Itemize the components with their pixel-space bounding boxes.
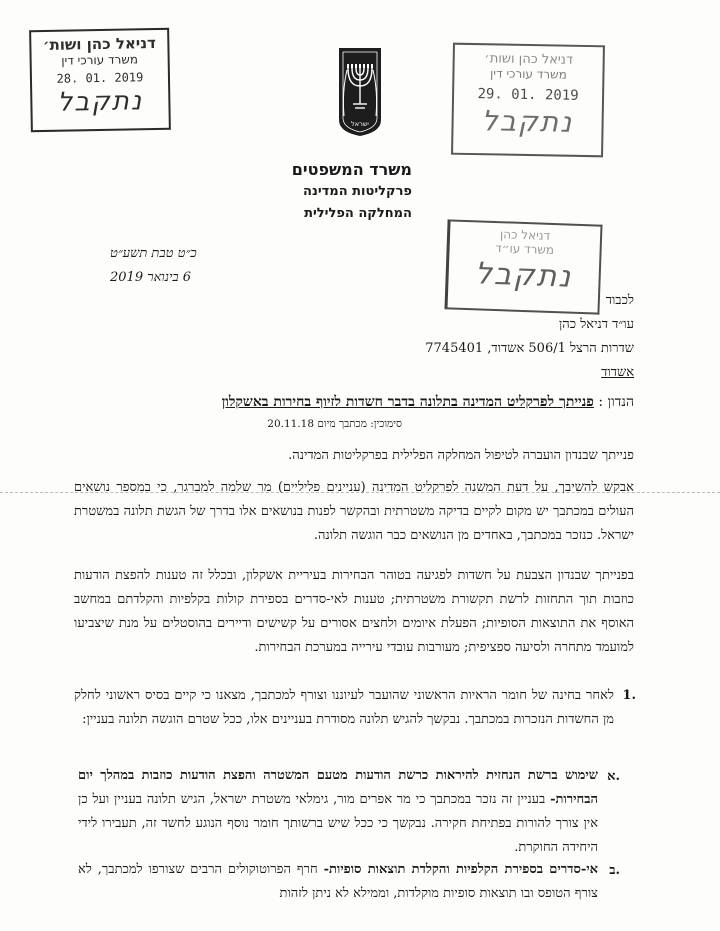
item-b-text	[78, 858, 598, 906]
item-1-marker: 1.	[622, 688, 636, 703]
item-a-text	[78, 764, 598, 860]
state-emblem-menorah-icon	[335, 46, 385, 138]
stamp-line1: דניאל כהן ושות׳	[484, 51, 574, 68]
recipient-city: אשדוד	[601, 365, 634, 380]
recipient-address: שדרות הרצל 506/1 אשדוד, 7745401	[425, 341, 634, 356]
item-a-marker: א.	[607, 769, 620, 784]
stamp-line2: משרד עורכי דין	[489, 66, 567, 82]
item-b-title: אי-סדרים בספירת הקלפיות והקלדת תוצאות סופיות-	[323, 862, 598, 877]
subject-reference: סימוכין: מכתבך מיום 20.11.18	[267, 418, 402, 430]
stamp-line2: משרד עו״ד	[494, 241, 555, 258]
stamp-date: 28. 01. 2019	[56, 70, 144, 86]
subject-text: פנייתך לפרקליט המדינה בתלונה בדבר חשדות לזיוף בחירות באשקלון	[221, 394, 594, 410]
stamp-line2: משרד עורכי דין	[61, 52, 139, 68]
stamp-date: 29. 01. 2019	[477, 86, 579, 104]
item-b-marker: ב.	[609, 863, 620, 878]
ministry-title: משרד המשפטים	[291, 160, 412, 179]
body-paragraph-2: אבקש להשיבך, על דעת המשנה לפרקליט המדינה (עניינים פליליים) מר שלמה למברגר, כי במספר נושאים העולים במכתבך יש מקום לקיים בדיקה משטרתית ובהקשר לפנות בנושאים אלו בדרך של הגשת תלונה במשטרת ישראל. כנזכר במכתבך, באחדים מן הנושאים כבר הוגשה תלונה.	[74, 480, 634, 543]
body-paragraph-3: בפנייתך שבנדון הצבעת על חשדות לפגיעה בטוהר הבחירות בעיריית אשקלון, ובכלל זה טענות להפצת הודעות כוזבות תוך התחזות לרשת תקשורת משטרתית; טענות לאי-סדרים בספירת קולות בקלפיות והקלדתם במחשב האוסף את התוצאות הסופיות; הפעלת איומים ולחצים אסורים על קשישים ודיירים בהוסטלים על מנת שיצביעו למועמד מתחרה ולסיעה ספציפית; מעורבות עובדי עירייה במערכת הבחירות.	[74, 568, 634, 655]
received-stamp-top-right	[451, 43, 605, 158]
subject-line	[222, 394, 634, 411]
received-stamp-top-left	[29, 28, 171, 132]
unit-title: פרקליטות המדינה	[303, 184, 412, 199]
stamp-received: נתקבל	[481, 104, 574, 139]
stamp-line1: דניאל כהן ושות׳	[42, 34, 157, 54]
stamp-line1: דניאל כהן	[499, 227, 551, 243]
subject-label: הנדון :	[598, 394, 634, 410]
item-a-body: בעניין זה נזכר במכתבך כי מר אפרים מור, גימלאי משטרת ישראל, הגיש תלונה בעניין ועל כן אין צורך להורות בפתיחת חקירה. נבקשך כי ככל שיש ברשותך חומר נוסף הנוגע לחשד זה, תעבירו לידי היחידה החוקרת.	[78, 792, 598, 855]
gregorian-date: 6 בינואר 2019	[110, 270, 192, 285]
stamp-received: נתקבל	[474, 256, 573, 295]
hebrew-date: כ״ט טבת תשע״ט	[110, 246, 197, 261]
emblem-caption: ישראל	[351, 120, 369, 128]
received-stamp-middle	[444, 219, 602, 314]
stamp-received: נתקבל	[57, 86, 144, 118]
body-paragraph-1: פנייתך שבנדון הועברה לטיפול המחלקה הפלילית בפרקליטות המדינה.	[288, 448, 634, 463]
item-1-text: לאחר בחינה של חומר הראיות הראשוני שהועבר לעיוננו וצורף למכתבך, מצאנו כי קיים בסיס ראשוני לחלק מן החשדות הנזכרות במכתבך. נבקשך להגיש תלונה מסודרת בעניינים אלו, ככל שטרם הוגשה תלונה בעניין:	[74, 688, 614, 727]
recipient-name: עו״ד דניאל כהן	[558, 317, 634, 332]
department-title: המחלקה הפלילית	[304, 206, 412, 221]
recipient-to: לכבוד	[605, 293, 634, 308]
item-a-title: שימוש ברשת הנחזית להיראות כרשת הודעות מטעם המשטרה והפצת הודעות כוזבות במהלך יום הבחירות-	[78, 768, 598, 807]
item-b-body: חרף הפרוטוקולים הרבים שצורפו למכתבך, לא צורף הטופס ובו תוצאות סופיות מוקלדות, וממילא לא ניתן לזהות	[78, 862, 598, 901]
